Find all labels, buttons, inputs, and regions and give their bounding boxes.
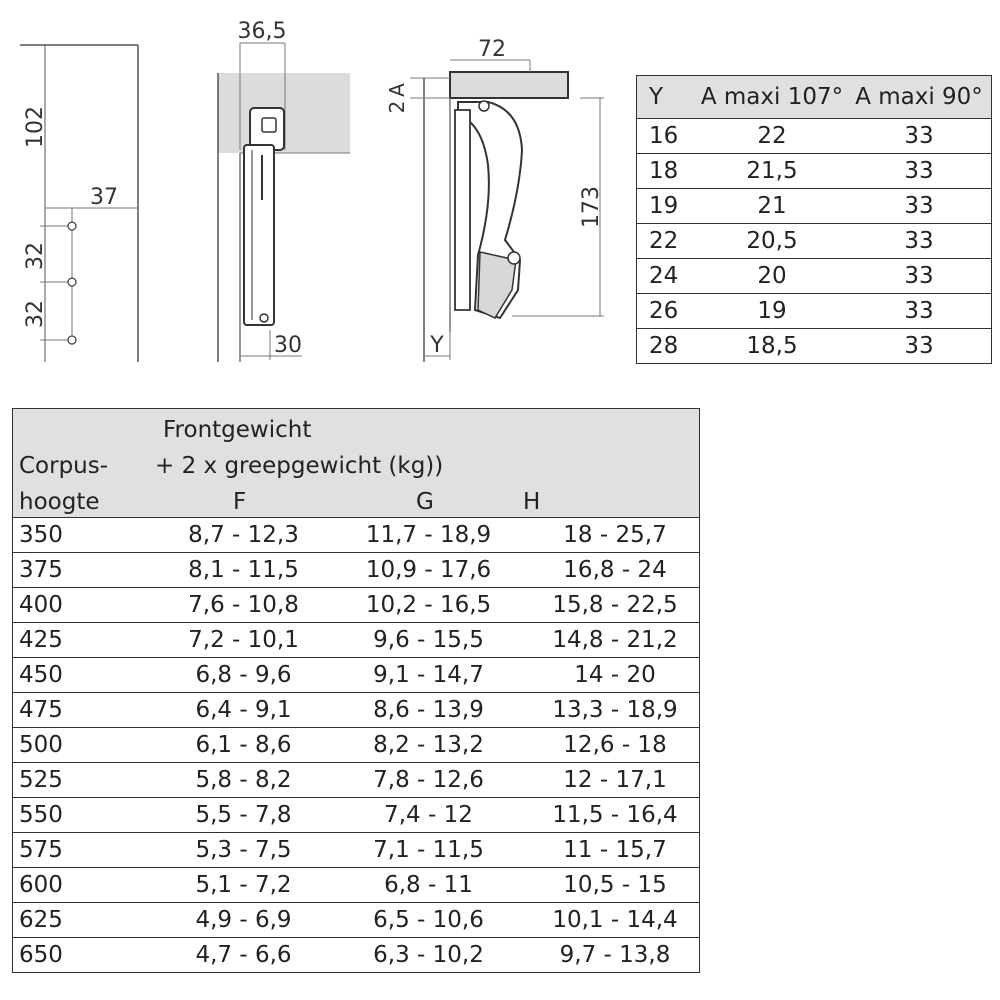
header-corpus-line2: hoogte	[19, 489, 100, 515]
corpus-height-value: 550	[13, 798, 162, 833]
a-maxi-90-value: 33	[847, 329, 992, 364]
dim-label-173: 173	[579, 186, 604, 228]
dim-label-2: 2	[385, 100, 409, 114]
dim-label-36-5: 36,5	[237, 19, 287, 44]
f-range-value: 5,1 - 7,2	[161, 868, 326, 903]
f-range-value: 5,3 - 7,5	[161, 833, 326, 868]
g-range-value: 10,2 - 16,5	[326, 588, 531, 623]
a-maxi-107-value: 19	[697, 294, 847, 329]
y-value: 16	[637, 119, 698, 154]
h-range-value: 10,5 - 15	[531, 868, 700, 903]
front-flap	[450, 72, 568, 98]
table-row	[637, 329, 992, 364]
corpus-height-value: 350	[13, 518, 162, 553]
h-range-value: 9,7 - 13,8	[531, 938, 700, 973]
header-front-weight: Frontgewicht	[163, 417, 312, 443]
lift-mechanism-body	[244, 145, 274, 325]
table-row	[13, 798, 700, 833]
corpus-height-value: 425	[13, 623, 162, 658]
g-range-value: 6,5 - 10,6	[326, 903, 531, 938]
a-maxi-90-value: 33	[847, 294, 992, 329]
y-a-maxi-table	[636, 75, 992, 364]
a-maxi-90-value: 33	[847, 189, 992, 224]
f-range-value: 7,6 - 10,8	[161, 588, 326, 623]
a-maxi-90-value: 33	[847, 119, 992, 154]
h-range-value: 10,1 - 14,4	[531, 903, 700, 938]
table-row	[637, 189, 992, 224]
header-col-g: G	[416, 489, 434, 515]
table-row	[13, 833, 700, 868]
f-range-value: 5,5 - 7,8	[161, 798, 326, 833]
corpus-height-value: 600	[13, 868, 162, 903]
drill-hole-2	[68, 278, 76, 286]
pivot-top	[479, 101, 489, 111]
header-a-maxi-107: A maxi 107°	[697, 76, 847, 119]
corpus-height-value: 500	[13, 728, 162, 763]
a-maxi-90-value: 33	[847, 224, 992, 259]
panel-drilling-view	[20, 45, 138, 362]
dim-label-37: 37	[90, 185, 118, 210]
f-range-value: 8,1 - 11,5	[161, 553, 326, 588]
drill-hole-1	[68, 222, 76, 230]
g-range-value: 6,3 - 10,2	[326, 938, 531, 973]
f-range-value: 6,4 - 9,1	[161, 693, 326, 728]
table-row	[13, 763, 700, 798]
f-range-value: 7,2 - 10,1	[161, 623, 326, 658]
table-row	[637, 259, 992, 294]
a-maxi-107-value: 21,5	[697, 154, 847, 189]
table-row	[13, 623, 700, 658]
dim-label-102: 102	[23, 106, 48, 148]
corpus-height-value: 650	[13, 938, 162, 973]
header-y: Y	[637, 76, 698, 119]
g-range-value: 7,4 - 12	[326, 798, 531, 833]
y-value: 24	[637, 259, 698, 294]
f-range-value: 4,9 - 6,9	[161, 903, 326, 938]
f-range-value: 8,7 - 12,3	[161, 518, 326, 553]
h-range-value: 13,3 - 18,9	[531, 693, 700, 728]
adjust-screw-icon	[508, 252, 520, 264]
dim-label-32-bottom: 32	[23, 300, 48, 328]
h-range-value: 16,8 - 24	[531, 553, 700, 588]
g-range-value: 6,8 - 11	[326, 868, 531, 903]
dim-label-y: Y	[430, 333, 444, 358]
g-range-value: 9,1 - 14,7	[326, 658, 531, 693]
a-maxi-107-value: 18,5	[697, 329, 847, 364]
corpus-height-value: 525	[13, 763, 162, 798]
f-range-value: 5,8 - 8,2	[161, 763, 326, 798]
h-range-value: 11 - 15,7	[531, 833, 700, 868]
a-maxi-107-value: 20	[697, 259, 847, 294]
g-range-value: 8,6 - 13,9	[326, 693, 531, 728]
f-range-value: 4,7 - 6,6	[161, 938, 326, 973]
table-row	[637, 294, 992, 329]
g-range-value: 9,6 - 15,5	[326, 623, 531, 658]
g-range-value: 7,8 - 12,6	[326, 763, 531, 798]
corpus-height-value: 400	[13, 588, 162, 623]
corpus-height-value: 475	[13, 693, 162, 728]
dim-label-72: 72	[478, 37, 506, 62]
h-range-value: 14,8 - 21,2	[531, 623, 700, 658]
dim-label-a: A	[385, 83, 409, 97]
a-maxi-107-value: 20,5	[697, 224, 847, 259]
table-row	[13, 938, 700, 973]
weight-header-row	[13, 409, 700, 518]
g-range-value: 10,9 - 17,6	[326, 553, 531, 588]
table-row	[13, 868, 700, 903]
table-row	[637, 154, 992, 189]
dim-label-32-top: 32	[23, 242, 48, 270]
h-range-value: 15,8 - 22,5	[531, 588, 700, 623]
table-row	[13, 518, 700, 553]
header-col-f: F	[233, 489, 247, 515]
f-range-value: 6,8 - 9,6	[161, 658, 326, 693]
y-value: 18	[637, 154, 698, 189]
h-range-value: 12 - 17,1	[531, 763, 700, 798]
front-view	[218, 19, 350, 362]
corpus-height-value: 450	[13, 658, 162, 693]
g-range-value: 8,2 - 13,2	[326, 728, 531, 763]
table-row	[637, 119, 992, 154]
header-corpus-line1: Corpus-	[19, 453, 109, 479]
f-range-value: 6,1 - 8,6	[161, 728, 326, 763]
h-range-value: 12,6 - 18	[531, 728, 700, 763]
a-maxi-90-value: 33	[847, 259, 992, 294]
corpus-height-value: 375	[13, 553, 162, 588]
header-front-weight-line2: + 2 x greepgewicht (kg))	[155, 453, 444, 479]
g-range-value: 7,1 - 11,5	[326, 833, 531, 868]
table-row	[13, 728, 700, 763]
a-maxi-107-value: 21	[697, 189, 847, 224]
h-range-value: 14 - 20	[531, 658, 700, 693]
table-row	[13, 553, 700, 588]
y-value: 22	[637, 224, 698, 259]
corpus-height-value: 575	[13, 833, 162, 868]
table-row	[637, 224, 992, 259]
table-row	[13, 693, 700, 728]
header-col-h: H	[523, 489, 541, 515]
y-a-header-row	[637, 76, 992, 119]
table-row	[13, 903, 700, 938]
lift-base	[455, 110, 470, 310]
a-maxi-90-value: 33	[847, 154, 992, 189]
h-range-value: 18 - 25,7	[531, 518, 700, 553]
y-value: 26	[637, 294, 698, 329]
side-view	[385, 37, 604, 362]
g-range-value: 11,7 - 18,9	[326, 518, 531, 553]
y-value: 28	[637, 329, 698, 364]
header-a-maxi-90: A maxi 90°	[847, 76, 992, 119]
corpus-height-value: 625	[13, 903, 162, 938]
dim-label-30: 30	[274, 333, 302, 358]
table-row	[13, 588, 700, 623]
h-range-value: 11,5 - 16,4	[531, 798, 700, 833]
table-row	[13, 658, 700, 693]
front-weight-table	[12, 408, 700, 973]
y-value: 19	[637, 189, 698, 224]
drill-hole-3	[68, 336, 76, 344]
a-maxi-107-value: 22	[697, 119, 847, 154]
